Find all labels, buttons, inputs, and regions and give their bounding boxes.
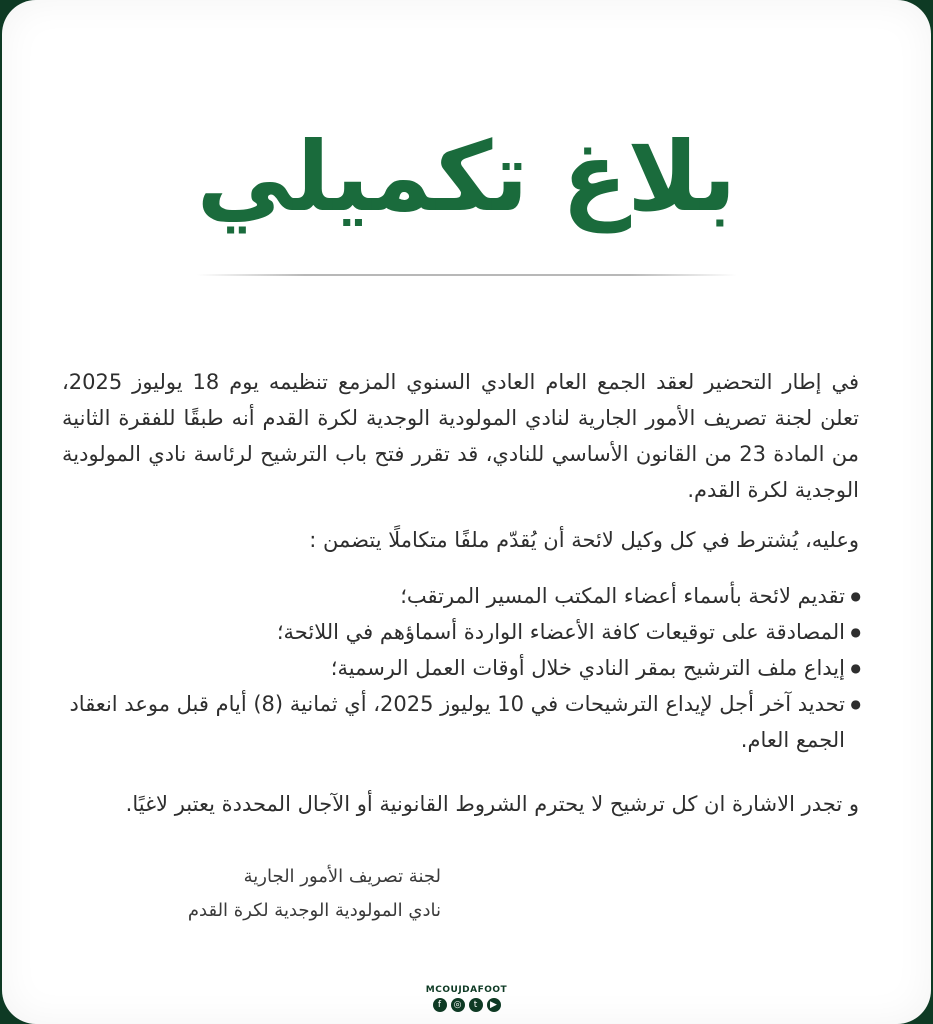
note-paragraph: و تجدر الاشارة ان كل ترشيح لا يحترم الشروط القانونية أو الآجال المحددة يعتبر لاغيًا. <box>125 792 859 816</box>
signature-block <box>188 860 441 928</box>
list-item: ● تحديد آخر أجل لإيداع الترشيحات في 10 يوليوز 2025، أي ثمانية (8) أيام قبل موعد انعقاد الجمع العام. <box>62 686 859 758</box>
conditions-paragraph: وعليه، يُشترط في كل وكيل لائحة أن يُقدّم ملفًا متكاملًا يتضمن : <box>309 528 859 552</box>
title-divider <box>197 274 737 276</box>
list-item: ● إيداع ملف الترشيح بمقر النادي خلال أوقات العمل الرسمية؛ <box>62 650 859 686</box>
signature-club: نادي المولودية الوجدية لكرة القدم <box>187 900 441 921</box>
signature-committee: لجنة تصريف الأمور الجارية <box>243 866 441 887</box>
twitter-icon[interactable]: t <box>469 998 483 1012</box>
list-item: ● المصادقة على توقيعات كافة الأعضاء الواردة أسماؤهم في اللائحة؛ <box>62 614 859 650</box>
requirements-list <box>62 578 859 758</box>
announcement-card <box>2 0 931 1024</box>
youtube-icon[interactable]: ▶ <box>487 998 501 1012</box>
list-item: ● تقديم لائحة بأسماء أعضاء المكتب المسير المرتقب؛ <box>62 578 859 614</box>
instagram-icon[interactable]: ◎ <box>451 998 465 1012</box>
intro-paragraph: في إطار التحضير لعقد الجمع العام العادي السنوي المزمع تنظيمه يوم 18 يوليوز 2025، تعلن لجنة تصريف الأمور الجارية لنادي المولودية الوجدية لكرة القدم أنه طبقًا للفقرة الثانية من المادة 23 من القانون الأساسي للنادي، قد تقرر فتح باب الترشيح لرئاسة نادي المولودية الوجدية لكرة القدم. <box>62 370 859 502</box>
social-icons <box>2 998 931 1012</box>
facebook-icon[interactable]: f <box>433 998 447 1012</box>
brand-handle: MCOUJDAFOOT <box>425 985 508 995</box>
announcement-title: بلاغ تكميلي <box>196 121 737 233</box>
